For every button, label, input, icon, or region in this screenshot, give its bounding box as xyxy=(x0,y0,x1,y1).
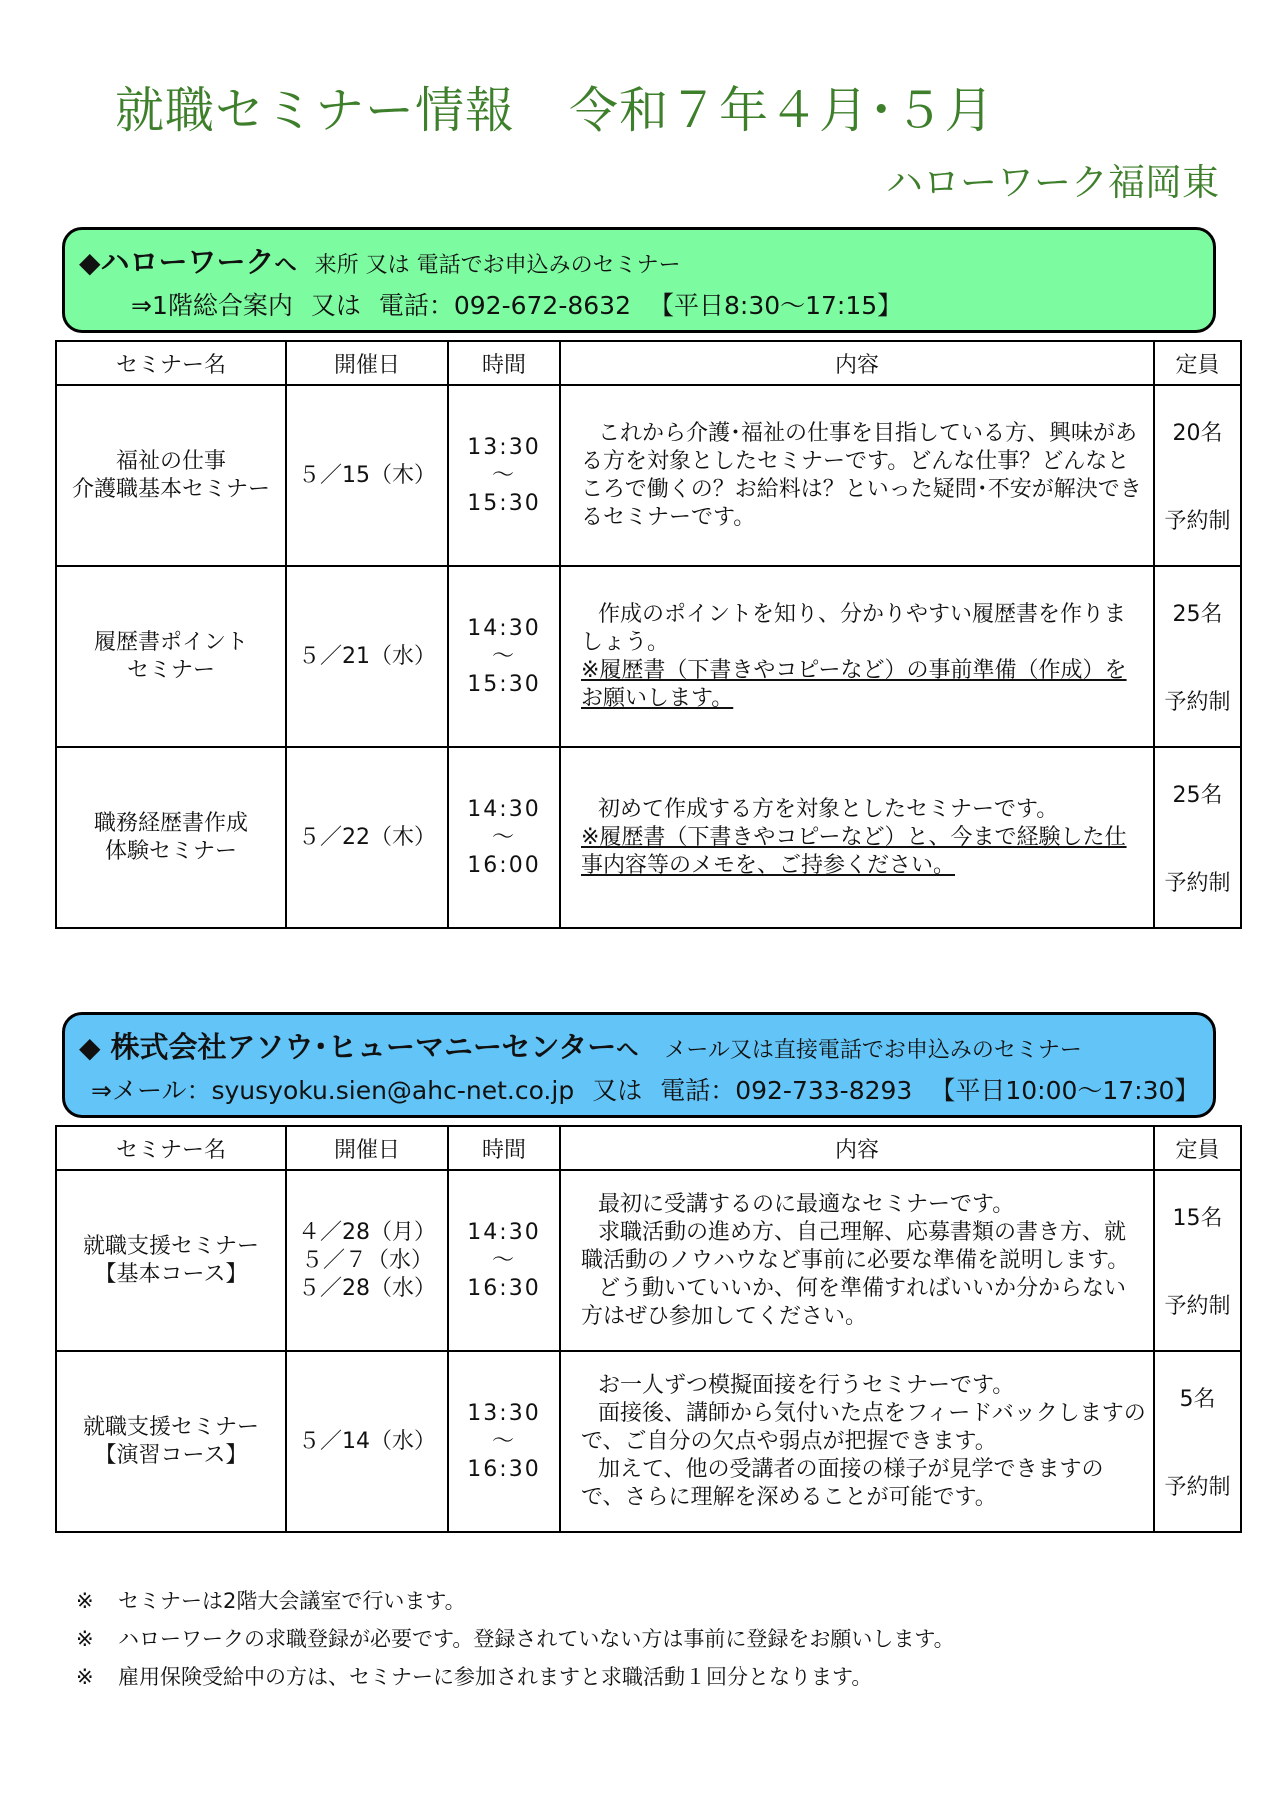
note-text: セミナーは2階大会議室で行います。 xyxy=(118,1589,466,1613)
note-item xyxy=(76,1582,955,1620)
seminar-date-cell xyxy=(286,385,448,566)
banner-method: メール又は直接電話でお申込みのセミナー xyxy=(664,1038,1082,1063)
contact-phone[interactable]: 電話：092-672-8632 xyxy=(378,291,631,320)
reservation-label: 予約制 xyxy=(1164,690,1231,715)
seminar-capacity-cell xyxy=(1154,747,1241,928)
reservation-label: 予約制 xyxy=(1164,871,1231,896)
seminar-description-cell xyxy=(560,1170,1154,1351)
note-text: ハローワークの求職登録が必要です。登録されていない方は事前に登録をお願いします。 xyxy=(118,1627,955,1651)
col-header-time: 時間 xyxy=(448,1126,560,1170)
table-row xyxy=(56,566,1241,747)
seminar-name-line: 福祉の仕事 xyxy=(115,448,226,474)
seminar-name-line: 就職支援セミナー xyxy=(82,1233,259,1259)
col-header-date: 開催日 xyxy=(286,1126,448,1170)
col-header-name: セミナー名 xyxy=(56,341,286,385)
office-name: ハローワーク福岡東 xyxy=(886,161,1219,204)
seminar-capacity-cell xyxy=(1154,1170,1241,1351)
seminar-name-line: 就職支援セミナー xyxy=(82,1414,259,1440)
table-header-row xyxy=(56,1126,1241,1170)
asou-banner xyxy=(62,1012,1216,1118)
reservation-label: 予約制 xyxy=(1164,1475,1231,1500)
seminar-time-line: 15:30 xyxy=(467,490,541,516)
hellowork-banner xyxy=(62,227,1216,333)
banner-org: 株式会社アソウ･ヒューマニーセンター xyxy=(110,1030,617,1064)
table-row xyxy=(56,385,1241,566)
seminar-time-line: 15:30 xyxy=(467,671,541,697)
col-header-content: 内容 xyxy=(560,1126,1154,1170)
description-paragraph: お一人ずつ模擬面接を行うセミナーです。 xyxy=(598,1372,1015,1398)
contact-phone[interactable]: 電話：092-733-8293 xyxy=(660,1076,913,1105)
table-row xyxy=(56,1170,1241,1351)
seminar-time-line: 16:30 xyxy=(467,1275,541,1301)
seminar-name-cell xyxy=(56,1351,286,1532)
seminar-time-line: 〜 xyxy=(491,462,516,488)
seminar-date-cell xyxy=(286,566,448,747)
contact-or: 又は xyxy=(310,291,361,320)
diamond-icon: ◆ xyxy=(79,246,101,279)
seminar-name-cell xyxy=(56,385,286,566)
reservation-label: 予約制 xyxy=(1164,1294,1231,1319)
seminar-name-line: 【演習コース】 xyxy=(94,1442,248,1468)
seminar-name-line: 履歴書ポイント xyxy=(93,629,248,655)
note-mark-icon: ※ xyxy=(76,1665,94,1689)
seminar-name-cell xyxy=(56,747,286,928)
seminar-time-line: 〜 xyxy=(491,643,516,669)
seminar-date-cell xyxy=(286,747,448,928)
seminar-date: ５／21（水） xyxy=(298,643,436,669)
description-paragraph: どう動いていいか、何を準備すればいいか分からない方はぜひ参加してください。 xyxy=(581,1275,1127,1329)
seminar-name-cell xyxy=(56,566,286,747)
seminar-name-cell xyxy=(56,1170,286,1351)
seminar-time-line: 16:30 xyxy=(467,1456,541,1482)
seminar-time-line: 16:00 xyxy=(467,852,541,878)
notes xyxy=(76,1582,955,1696)
table-row xyxy=(56,1351,1241,1532)
contact-label: ⇒メール： xyxy=(91,1076,212,1105)
seminar-date: ５／28（水） xyxy=(298,1275,436,1301)
seminar-time-cell xyxy=(448,747,560,928)
seminar-date: ５／15（木） xyxy=(298,462,436,488)
description-paragraph: ※履歴書（下書きやコピーなど）の事前準備（作成）をお願いします。 xyxy=(581,657,1127,711)
note-mark-icon: ※ xyxy=(76,1589,94,1613)
capacity-value: 25名 xyxy=(1172,602,1223,627)
seminar-time-line: 〜 xyxy=(491,1247,516,1273)
contact-or: 又は xyxy=(592,1076,643,1105)
seminar-time-line: 14:30 xyxy=(467,1219,541,1245)
table-header-row xyxy=(56,341,1241,385)
seminar-name-line: 体験セミナー xyxy=(104,838,237,864)
banner-suffix: へ xyxy=(274,253,297,278)
seminar-time-line: 13:30 xyxy=(467,434,541,460)
description-paragraph: これから介護･福祉の仕事を目指している方、興味がある方を対象としたセミナーです。どんな仕事？どんなところで働くの？お給料は？といった疑問･不安が解決できるセミナーです。 xyxy=(581,420,1142,530)
col-header-date: 開催日 xyxy=(286,341,448,385)
note-mark-icon: ※ xyxy=(76,1627,94,1651)
seminar-capacity-cell xyxy=(1154,1351,1241,1532)
seminar-description-cell xyxy=(560,1351,1154,1532)
capacity-value: 20名 xyxy=(1172,421,1223,446)
description-paragraph: 加えて、他の受講者の面接の様子が見学できますので、さらに理解を深めることが可能です。 xyxy=(581,1456,1104,1510)
seminar-capacity-cell xyxy=(1154,566,1241,747)
description-paragraph: 求職活動の進め方、自己理解、応募書類の書き方、就職活動のノウハウなど事前に必要な準備を説明します。 xyxy=(581,1219,1130,1273)
contact-hours: 【平日8:30〜17:15】 xyxy=(648,291,903,320)
seminar-description-cell xyxy=(560,385,1154,566)
col-header-content: 内容 xyxy=(560,341,1154,385)
title-period: 令和７年４月･５月 xyxy=(569,82,995,139)
description-paragraph: 最初に受講するのに最適なセミナーです。 xyxy=(598,1191,1015,1217)
note-item xyxy=(76,1658,955,1696)
note-item xyxy=(76,1620,955,1658)
seminar-description-cell xyxy=(560,747,1154,928)
reservation-label: 予約制 xyxy=(1164,509,1231,534)
seminar-description-cell xyxy=(560,566,1154,747)
banner-method: 来所 又は 電話でお申込みのセミナー xyxy=(314,253,681,278)
seminar-time-cell xyxy=(448,1170,560,1351)
banner-org: ハローワーク xyxy=(100,245,275,279)
seminar-date: ５／22（木） xyxy=(298,824,436,850)
seminar-name-line: 【基本コース】 xyxy=(94,1261,248,1287)
seminar-time-line: 14:30 xyxy=(467,796,541,822)
seminar-time-line: 〜 xyxy=(491,1428,516,1454)
note-text: 雇用保険受給中の方は、セミナーに参加されますと求職活動１回分となります。 xyxy=(118,1665,873,1689)
col-header-capacity: 定員 xyxy=(1154,341,1241,385)
seminar-date: ５／14（水） xyxy=(298,1428,436,1454)
diamond-icon: ◆ xyxy=(79,1031,101,1064)
seminar-time-cell xyxy=(448,566,560,747)
capacity-value: 5名 xyxy=(1179,1387,1216,1412)
hellowork-seminar-table xyxy=(55,340,1242,929)
seminar-date-cell xyxy=(286,1351,448,1532)
description-paragraph: 面接後、講師から気付いた点をフィードバックしますので、ご自分の欠点や弱点が把握できます。 xyxy=(581,1400,1146,1454)
description-paragraph: ※履歴書（下書きやコピーなど）と、今まで経験した仕事内容等のメモを、ご持参ください。 xyxy=(581,824,1127,878)
seminar-date-cell xyxy=(286,1170,448,1351)
description-paragraph: 初めて作成する方を対象としたセミナーです。 xyxy=(598,796,1059,822)
seminar-time-cell xyxy=(448,1351,560,1532)
title-main: 就職セミナー情報 xyxy=(115,82,516,139)
contact-hours: 【平日10:00〜17:30】 xyxy=(930,1076,1200,1105)
seminar-name-line: 職務経歴書作成 xyxy=(93,810,248,836)
page-title xyxy=(115,72,995,142)
col-header-capacity: 定員 xyxy=(1154,1126,1241,1170)
seminar-date: ４／28（月） xyxy=(298,1219,436,1245)
description-paragraph: 作成のポイントを知り、分かりやすい履歴書を作りましょう。 xyxy=(581,601,1127,655)
seminar-time-line: 13:30 xyxy=(467,1400,541,1426)
contact-email[interactable]: syusyoku.sien@ahc-net.co.jp xyxy=(211,1076,575,1105)
seminar-name-line: 介護職基本セミナー xyxy=(71,476,270,502)
seminar-date: ５／７（水） xyxy=(300,1247,433,1273)
table-row xyxy=(56,747,1241,928)
col-header-name: セミナー名 xyxy=(56,1126,286,1170)
asou-seminar-table xyxy=(55,1125,1242,1533)
seminar-time-line: 〜 xyxy=(491,824,516,850)
capacity-value: 15名 xyxy=(1172,1206,1223,1231)
seminar-name-line: セミナー xyxy=(126,657,215,683)
seminar-time-line: 14:30 xyxy=(467,615,541,641)
seminar-capacity-cell xyxy=(1154,385,1241,566)
col-header-time: 時間 xyxy=(448,341,560,385)
capacity-value: 25名 xyxy=(1172,783,1223,808)
seminar-time-cell xyxy=(448,385,560,566)
contact-label: ⇒1階総合案内 xyxy=(131,291,293,320)
banner-suffix: へ xyxy=(616,1038,639,1063)
